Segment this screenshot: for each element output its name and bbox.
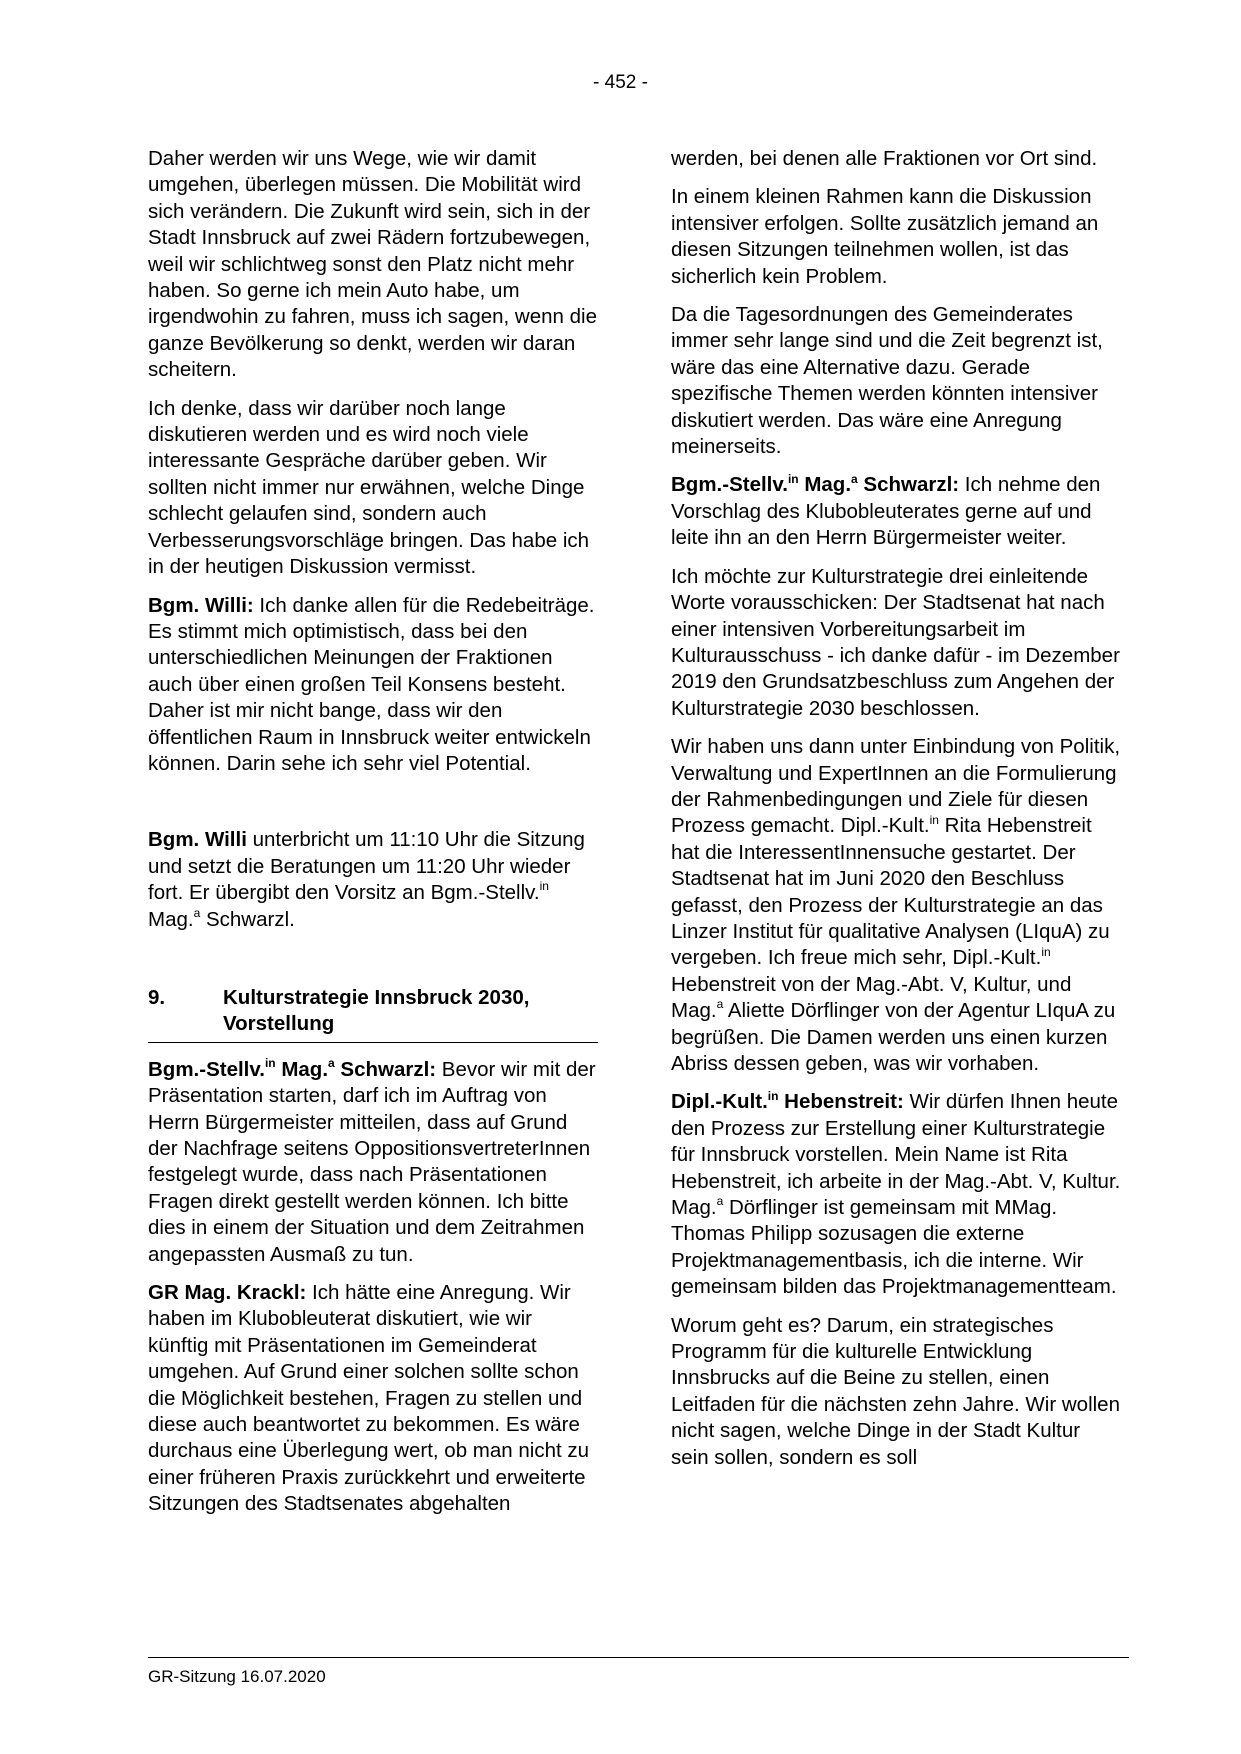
paragraph: Daher werden wir uns Wege, wie wir damit umgehen, überlegen müssen. Die Mobilität wird sich verändern. Die Zukunft wird sein, sich in der Stadt Innsbruck auf zwei Rädern fortzubewegen, weil wir schlichtweg sonst den Platz nicht mehr haben. So gerne ich mein Auto habe, um irgendwohin zu fahren, muss ich sagen, wenn die ganze Bevölkerung so denkt, werden wir daran scheitern. [148,147,597,382]
section-number: 9. [148,985,166,1009]
right-column [671,146,1121,1483]
speaker-name: GR Mag. Krackl: [148,1281,307,1305]
speaker-name: Bgm.-Stellv.$^{in}$ Mag.$^a$ Schwarzl: [671,471,960,497]
section-heading [148,985,598,1043]
paragraph: Bgm. Willi: Ich danke allen für die Redebeiträge. Es stimmt mich optimistisch, dass bei den unterschiedlichen Meinungen der Fraktionen auch über einen großen Teil Konsens besteht. Daher ist mir nicht bange, dass wir den öffentlichen Raum in Innsbruck weiter entwickeln können. Darin sehe ich sehr viel Potential. [148,593,595,775]
paragraph: Bgm.-Stellv.$^{in}$ Mag.$^a$ Schwarzl: Ich nehme den Vorschlag des Klubobleuterates gerne auf und leite ihn an den Herrn Bürgermeister weiter. [671,471,1101,550]
paragraph: GR Mag. Krackl: Ich hätte eine Anregung. Wir haben im Klubobleuterat diskutiert, wie wir künftig mit Präsentationen im Gemeinderat umgehen. Auf Grund einer solchen sollte schon die Möglichkeit bestehen, Fragen zu stellen und diese auch beantwortet zu bekommen. Es wäre durchaus eine Überlegung wert, ob man nicht zu einer früheren Praxis zurückkehrt und erweiterte Sitzungen des Stadtsenates abgehalten [148,1281,590,1516]
paragraph: werden, bei denen alle Fraktionen vor Ort sind. [671,147,1098,170]
paragraph: Dipl.-Kult.$^{in}$ Hebenstreit: Wir dürfen Ihnen heute den Prozess zur Erstellung einer Kulturstrategie für Innsbruck vorstellen. Mein Name ist Rita Hebenstreit, ich arbeite in der Mag.-Abt. V, Kultur. Mag.$^a$ Dörflinger ist gemeinsam mit MMag. Thomas Philipp sozusagen die externe Projektmanagementbasis, ich die interne. Wir gemeinsam bilden das Projektmanagementteam. [671,1088,1121,1299]
speaker-name: Dipl.-Kult.$^{in}$ Hebenstreit: [671,1088,904,1114]
speaker-name: Bgm.-Stellv.$^{in}$ Mag.$^a$ Schwarzl: [148,1055,437,1081]
paragraph: In einem kleinen Rahmen kann die Diskussion intensiver erfolgen. Sollte zusätzlich jemand an diesen Sitzungen teilnehmen wollen, ist das sicherlich kein Problem. [671,185,1099,288]
paragraph: Bgm.-Stellv.$^{in}$ Mag.$^a$ Schwarzl: Bevor wir mit der Präsentation starten, darf ich im Auftrag von Herrn Bürgermeister mitteilen, dass auf Grund der Nachfrage seitens OppositionsvertreterInnen festgelegt wurde, dass nach Präsentationen Fragen direkt gestellt werden können. Ich bitte dies in einem der Situation und dem Zeitrahmen angepassten Ausmaß zu tun. [148,1055,596,1266]
page-number: - 452 - [593,72,648,93]
paragraph: Da die Tagesordnungen des Gemeinderates immer sehr lange sind und die Zeit begrenzt ist, wäre das eine Alternative dazu. Gerade spezifische Themen werden könnten intensiver diskutiert werden. Das wäre eine Anregung meinerseits. [671,303,1103,459]
paragraph: Worum geht es? Darum, ein strategisches Programm für die kulturelle Entwicklung Innsbrucks auf die Beine zu stellen, einen Leitfaden für die nächsten zehn Jahre. Wir wollen nicht sagen, welche Dinge in der Stadt Kultur sein sollen, sondern es soll [671,1313,1120,1469]
footer-divider [148,1657,1129,1658]
footer-text: GR-Sitzung 16.07.2020 [148,1667,326,1686]
section-title: Kulturstrategie Innsbruck 2030, Vorstellung [223,985,530,1036]
paragraph: Ich denke, dass wir darüber noch lange diskutieren werden und es wird noch viele interessante Gespräche darüber geben. Wir sollten nicht immer nur erwähnen, welche Dinge schlecht gelaufen sind, sondern auch Verbesserungsvorschläge bringen. Das habe ich in der heutigen Diskussion vermisst. [148,396,590,579]
paragraph: Ich möchte zur Kulturstrategie drei einleitende Worte vorausschicken: Der Stadtsenat hat nach einer intensiven Vorbereitungsarbeit im Kulturausschuss - ich danke dafür - im Dezember 2019 den Grundsatzbeschluss zum Angehen der Kulturstrategie 2030 beschlossen. [671,564,1120,720]
speaker-name: Bgm. Willi: [148,593,254,617]
speaker-name: Bgm. Willi [148,828,247,852]
paragraph: Wir haben uns dann unter Einbindung von Politik, Verwaltung und ExpertInnen an die Formulierung der Rahmenbedingungen und Ziele für diesen Prozess gemacht. Dipl.-Kult.$^{in}$ Rita Hebenstreit hat die InteressentInnensuche gestartet. Der Stadtsenat hat im Juni 2020 den Beschluss gefasst, den Prozess der Kulturstrategie an das Linzer Institut für qualitative Analysen (LIquA) zu vergeben. Ich freue mich sehr, Dipl.-Kult.$^{in}$ Hebenstreit von der Mag.-Abt. V, Kultur, und Mag.$^a$ Aliette Dörflinger von der Agentur LIquA zu begrüßen. Die Damen werden uns einen kurzen Abriss dessen geben, was wir vorhaben. [671,735,1121,1075]
left-column [148,146,598,1530]
paragraph: Bgm. Willi unterbricht um 11:10 Uhr die Sitzung und setzt die Beratungen um 11:20 Uhr wieder fort. Er übergibt den Vorsitz an Bgm.-Stellv.$^{in}$ Mag.$^a$ Schwarzl. [148,828,585,931]
